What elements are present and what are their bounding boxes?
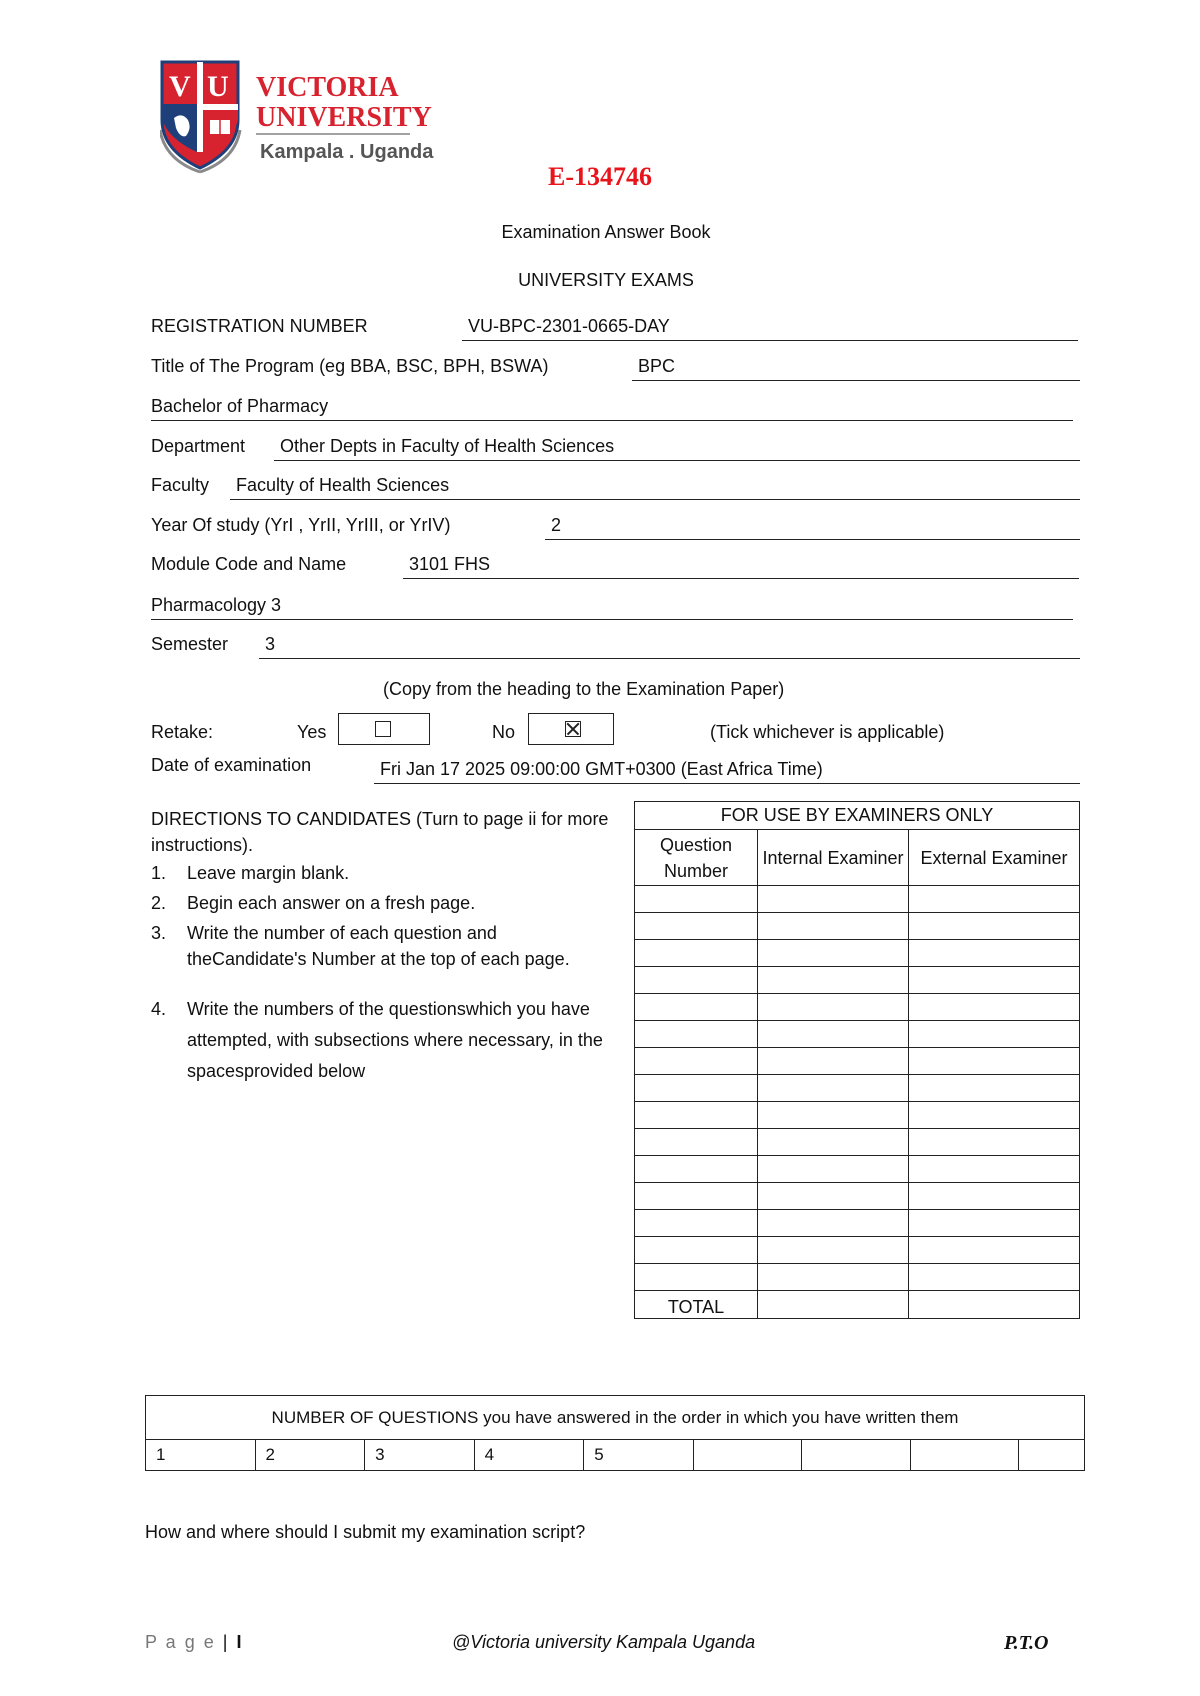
external-score-cell[interactable] (909, 1183, 1080, 1210)
external-score-cell[interactable] (909, 913, 1080, 940)
date-label: Date of examination (151, 755, 312, 775)
external-score-cell[interactable] (909, 940, 1080, 967)
direction-text: Write the numbers of the questionswhich you have attempted, with subsections where necessary, in the spacesprovided below (187, 999, 603, 1081)
question-order-cell[interactable]: 3 (365, 1440, 475, 1471)
internal-score-cell[interactable] (758, 1021, 909, 1048)
direction-num: 1. (151, 863, 167, 883)
direction-item (151, 890, 611, 916)
questions-row (146, 1440, 1085, 1471)
retake-yes-box[interactable] (338, 713, 430, 745)
direction-num: 4. (151, 999, 167, 1019)
external-score-cell[interactable] (909, 1264, 1080, 1291)
col-external-examiner: External Examiner (909, 830, 1080, 886)
examiner-row (635, 886, 1080, 913)
pto-label: P.T.O (1004, 1632, 1049, 1654)
question-number-cell[interactable] (635, 1210, 758, 1237)
direction-text: Write the number of each question and theCandidate's Number at the top of each page. (187, 923, 570, 969)
examiner-row (635, 1183, 1080, 1210)
logo-name-line2: UNIVERSITY (256, 102, 432, 133)
copy-note: (Copy from the heading to the Examination Paper) (383, 679, 785, 699)
registration-label: REGISTRATION NUMBER (151, 316, 368, 336)
direction-item (151, 860, 611, 886)
direction-item (151, 994, 611, 1087)
external-score-cell[interactable] (909, 1210, 1080, 1237)
examiner-row (635, 1156, 1080, 1183)
question-order-cell[interactable]: 4 (474, 1440, 584, 1471)
examiner-row (635, 1021, 1080, 1048)
examiner-row (635, 913, 1080, 940)
examiner-row (635, 1048, 1080, 1075)
external-score-cell[interactable] (909, 1021, 1080, 1048)
question-number-cell[interactable] (635, 1021, 758, 1048)
internal-score-cell[interactable] (758, 967, 909, 994)
question-number-cell[interactable] (635, 1156, 758, 1183)
question-number-cell[interactable] (635, 967, 758, 994)
logo-name-line1: VICTORIA (256, 72, 399, 103)
external-score-cell[interactable] (909, 1129, 1080, 1156)
directions (151, 806, 611, 1091)
tick-note: (Tick whichever is applicable) (710, 722, 945, 742)
internal-score-cell[interactable] (758, 940, 909, 967)
semester-field: 3 (259, 634, 1080, 659)
external-score-cell[interactable] (909, 967, 1080, 994)
question-number-cell[interactable] (635, 994, 758, 1021)
examiners-table (634, 801, 1080, 1319)
examiner-row (635, 1264, 1080, 1291)
external-score-cell[interactable] (909, 1048, 1080, 1075)
total-internal-cell[interactable] (758, 1291, 909, 1319)
internal-score-cell[interactable] (758, 913, 909, 940)
registration-field: VU-BPC-2301-0665-DAY (462, 316, 1078, 341)
external-score-cell[interactable] (909, 1156, 1080, 1183)
direction-num: 2. (151, 893, 167, 913)
date-field: Fri Jan 17 2025 09:00:00 GMT+0300 (East Africa Time) (374, 759, 1080, 784)
internal-score-cell[interactable] (758, 1156, 909, 1183)
question-number-cell[interactable] (635, 1048, 758, 1075)
examiner-row (635, 994, 1080, 1021)
col-internal-examiner: Internal Examiner (758, 830, 909, 886)
semester-label: Semester (151, 634, 229, 654)
examiners-rows (635, 886, 1080, 1291)
examiner-row (635, 1237, 1080, 1264)
total-label: TOTAL (635, 1291, 758, 1319)
department-field: Other Depts in Faculty of Health Sciences (274, 436, 1080, 461)
question-number-cell[interactable] (635, 1129, 758, 1156)
logo-letter-u: U (207, 70, 229, 103)
direction-item (151, 920, 611, 972)
internal-score-cell[interactable] (758, 1210, 909, 1237)
question-order-cell[interactable]: 5 (584, 1440, 694, 1471)
internal-score-cell[interactable] (758, 1048, 909, 1075)
question-number-cell[interactable] (635, 913, 758, 940)
department-label: Department (151, 436, 246, 456)
question-number-cell[interactable] (635, 886, 758, 913)
question-order-cell[interactable] (910, 1440, 1019, 1471)
copyright: @Victoria university Kampala Uganda (452, 1632, 756, 1652)
direction-text: Leave margin blank. (187, 863, 350, 883)
year-label: Year Of study (YrI , YrII, YrIII, or YrIV) (151, 515, 451, 535)
yes-checkbox-icon[interactable] (375, 721, 391, 737)
question-order-cell[interactable] (693, 1440, 802, 1471)
questions-table (145, 1395, 1085, 1471)
examiner-row (635, 940, 1080, 967)
logo-letter-v: V (169, 70, 191, 103)
examiner-row (635, 1102, 1080, 1129)
year-field: 2 (545, 515, 1080, 540)
page-label: P a g e (145, 1632, 216, 1652)
book-title: Examination Answer Book (501, 222, 711, 242)
question-number-cell[interactable] (635, 1237, 758, 1264)
examiner-row (635, 1075, 1080, 1102)
col-question-number: Question Number (635, 830, 758, 886)
exam-id: E-134746 (548, 162, 652, 191)
yes-label: Yes (297, 722, 327, 742)
question-number-cell[interactable] (635, 1075, 758, 1102)
question-number-cell[interactable] (635, 1183, 758, 1210)
internal-score-cell[interactable] (758, 994, 909, 1021)
external-score-cell[interactable] (909, 1075, 1080, 1102)
no-label: No (492, 722, 516, 742)
direction-num: 3. (151, 923, 167, 943)
program-label: Title of The Program (eg BBA, BSC, BPH, BSWA) (151, 356, 549, 376)
page-separator: | (222, 1632, 230, 1652)
retake-label: Retake: (151, 722, 214, 742)
external-score-cell[interactable] (909, 886, 1080, 913)
external-score-cell[interactable] (909, 994, 1080, 1021)
question-order-cell[interactable] (802, 1440, 911, 1471)
examiners-table-title: FOR USE BY EXAMINERS ONLY (635, 802, 1080, 830)
submit-question: How and where should I submit my examination script? (145, 1522, 586, 1542)
total-external-cell[interactable] (909, 1291, 1080, 1319)
direction-text: Begin each answer on a fresh page. (187, 893, 476, 913)
faculty-label: Faculty (151, 475, 210, 495)
page-number: I (236, 1632, 244, 1652)
internal-score-cell[interactable] (758, 1102, 909, 1129)
internal-score-cell[interactable] (758, 1129, 909, 1156)
page-indicator (145, 1632, 243, 1653)
examiner-row (635, 1210, 1080, 1237)
examiner-row (635, 967, 1080, 994)
module-label: Module Code and Name (151, 554, 347, 574)
program-field: BPC (632, 356, 1080, 381)
question-order-cell[interactable] (1019, 1440, 1085, 1471)
exam-type: UNIVERSITY EXAMS (518, 270, 694, 290)
directions-heading: DIRECTIONS TO CANDIDATES (Turn to page ii for more instructions). (151, 809, 609, 855)
logo-location: Kampala . Uganda (260, 141, 434, 163)
internal-score-cell[interactable] (758, 1237, 909, 1264)
examiner-row (635, 1129, 1080, 1156)
question-number-cell[interactable] (635, 1102, 758, 1129)
module-name-field: Pharmacology 3 (151, 595, 1073, 620)
faculty-field: Faculty of Health Sciences (230, 475, 1080, 500)
internal-score-cell[interactable] (758, 1075, 909, 1102)
retake-no-box[interactable] (528, 713, 614, 745)
no-checkbox-checked-icon[interactable] (565, 721, 581, 737)
module-field: 3101 FHS (403, 554, 1079, 579)
questions-table-heading: NUMBER OF QUESTIONS you have answered in the order in which you have written them (146, 1396, 1085, 1440)
program-full-field: Bachelor of Pharmacy (151, 396, 1073, 421)
question-order-cell[interactable]: 2 (255, 1440, 365, 1471)
internal-score-cell[interactable] (758, 886, 909, 913)
external-score-cell[interactable] (909, 1237, 1080, 1264)
question-number-cell[interactable] (635, 940, 758, 967)
internal-score-cell[interactable] (758, 1183, 909, 1210)
external-score-cell[interactable] (909, 1102, 1080, 1129)
question-number-cell[interactable] (635, 1264, 758, 1291)
question-order-cell[interactable]: 1 (146, 1440, 256, 1471)
internal-score-cell[interactable] (758, 1264, 909, 1291)
